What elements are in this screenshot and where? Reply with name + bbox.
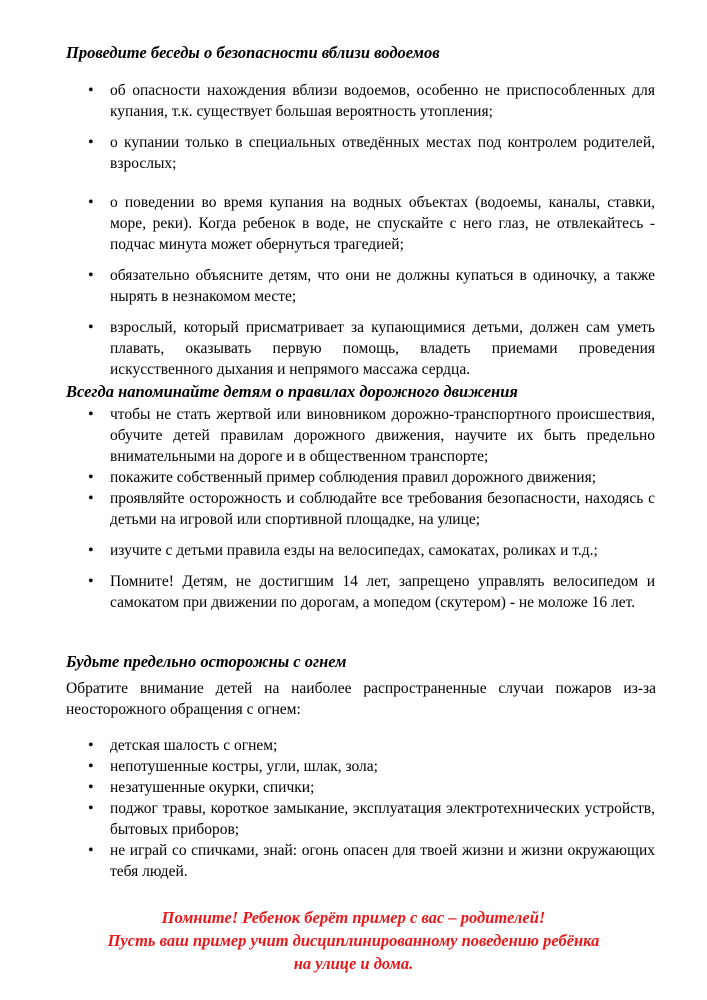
closing-line-2: Пусть ваш пример учит дисциплинированному поведению ребёнка (107, 931, 600, 950)
list-item-text: взрослый, который присматривает за купающимися детьми, должен сам уметь плавать, оказывать первую помощь, владеть приемами проведения искусственного дыхания и непрямого массажа сердца. (110, 319, 655, 378)
list-item (0, 404, 707, 467)
bullet-icon: • (88, 490, 94, 507)
section-heading-water-safety: Проведите беседы о безопасности вблизи водоемов (66, 43, 440, 62)
list-item (0, 132, 707, 174)
fire-safety-list (0, 735, 707, 882)
bullet-icon: • (88, 737, 94, 754)
list-item-text: детская шалость с огнем; (110, 737, 278, 754)
closing-line-3: на улице и дома. (293, 954, 414, 973)
list-item-text: проявляйте осторожность и соблюдайте все требования безопасности, находясь с детьми на игровой или спортивной площадке, на улице; (110, 490, 655, 528)
section-heading-traffic-rules: Всегда напоминайте детям о правилах дорожного движения (66, 382, 518, 401)
closing-line-1: Помните! Ребенок берёт пример с вас – родителей! (161, 908, 546, 927)
list-item (0, 80, 707, 122)
bullet-icon: • (88, 573, 94, 590)
list-item-text: чтобы не стать жертвой или виновником дорожно-транспортного происшествия, обучите детей правилам дорожного движения, научите их быть предельно внимательными на дороге и в общественном транспорте; (110, 406, 655, 465)
list-item (0, 265, 707, 307)
list-item-text: об опасности нахождения вблизи водоемов, особенно не приспособленных для купания, т.к. существует большая вероятность утопления; (110, 82, 655, 120)
bullet-icon: • (88, 194, 94, 211)
list-item (0, 467, 707, 488)
bullet-icon: • (88, 800, 94, 817)
list-item-text: обязательно объясните детям, что они не должны купаться в одиночку, а также нырять в незнакомом месте; (110, 267, 655, 305)
list-item-text: не играй со спичками, знай: огонь опасен для твоей жизни и жизни окружающих тебя людей. (110, 842, 655, 880)
bullet-icon: • (88, 469, 94, 486)
traffic-rules-list (0, 404, 707, 613)
bullet-icon: • (88, 779, 94, 796)
bullet-icon: • (88, 842, 94, 859)
list-item-text: покажите собственный пример соблюдения правил дорожного движения; (110, 469, 597, 486)
list-item (0, 192, 707, 255)
bullet-icon: • (88, 406, 94, 423)
list-item (0, 840, 707, 882)
list-item-text: незатушенные окурки, спички; (110, 779, 315, 796)
section-heading-fire-safety: Будьте предельно осторожны с огнем (66, 652, 347, 671)
list-item-text: непотушенные костры, угли, шлак, зола; (110, 758, 378, 775)
list-item-text: о поведении во время купания на водных объектах (водоемы, каналы, ставки, море, реки). Когда ребенок в воде, не спускайте с него глаз, не отвлекайтесь - подчас минута может обернуться трагедией; (110, 194, 655, 253)
list-item (0, 735, 707, 756)
bullet-icon: • (88, 542, 94, 559)
list-item (0, 777, 707, 798)
list-item-text: Помните! Детям, не достигшим 14 лет, запрещено управлять велосипедом и самокатом при движении по дорогам, а мопедом (скутером) - не моложе 16 лет. (110, 573, 655, 611)
bullet-icon: • (88, 319, 94, 336)
fire-safety-intro: Обратите внимание детей на наиболее распространенные случаи пожаров из-за неосторожного обращения с огнем: (66, 680, 656, 718)
water-safety-list (0, 80, 707, 380)
list-item (0, 798, 707, 840)
list-item (0, 540, 707, 561)
closing-message (60, 906, 647, 975)
list-item-text: о купании только в специальных отведённых местах под контролем родителей, взрослых; (110, 134, 655, 172)
bullet-icon: • (88, 82, 94, 99)
bullet-icon: • (88, 134, 94, 151)
list-item (0, 317, 707, 380)
list-item (0, 488, 707, 530)
list-item-text: поджог травы, короткое замыкание, эксплуатация электротехнических устройств, бытовых приборов; (110, 800, 655, 838)
list-item (0, 571, 707, 613)
list-item-text: изучите с детьми правила езды на велосипедах, самокатах, роликах и т.д.; (110, 542, 598, 559)
list-item (0, 756, 707, 777)
bullet-icon: • (88, 758, 94, 775)
bullet-icon: • (88, 267, 94, 284)
